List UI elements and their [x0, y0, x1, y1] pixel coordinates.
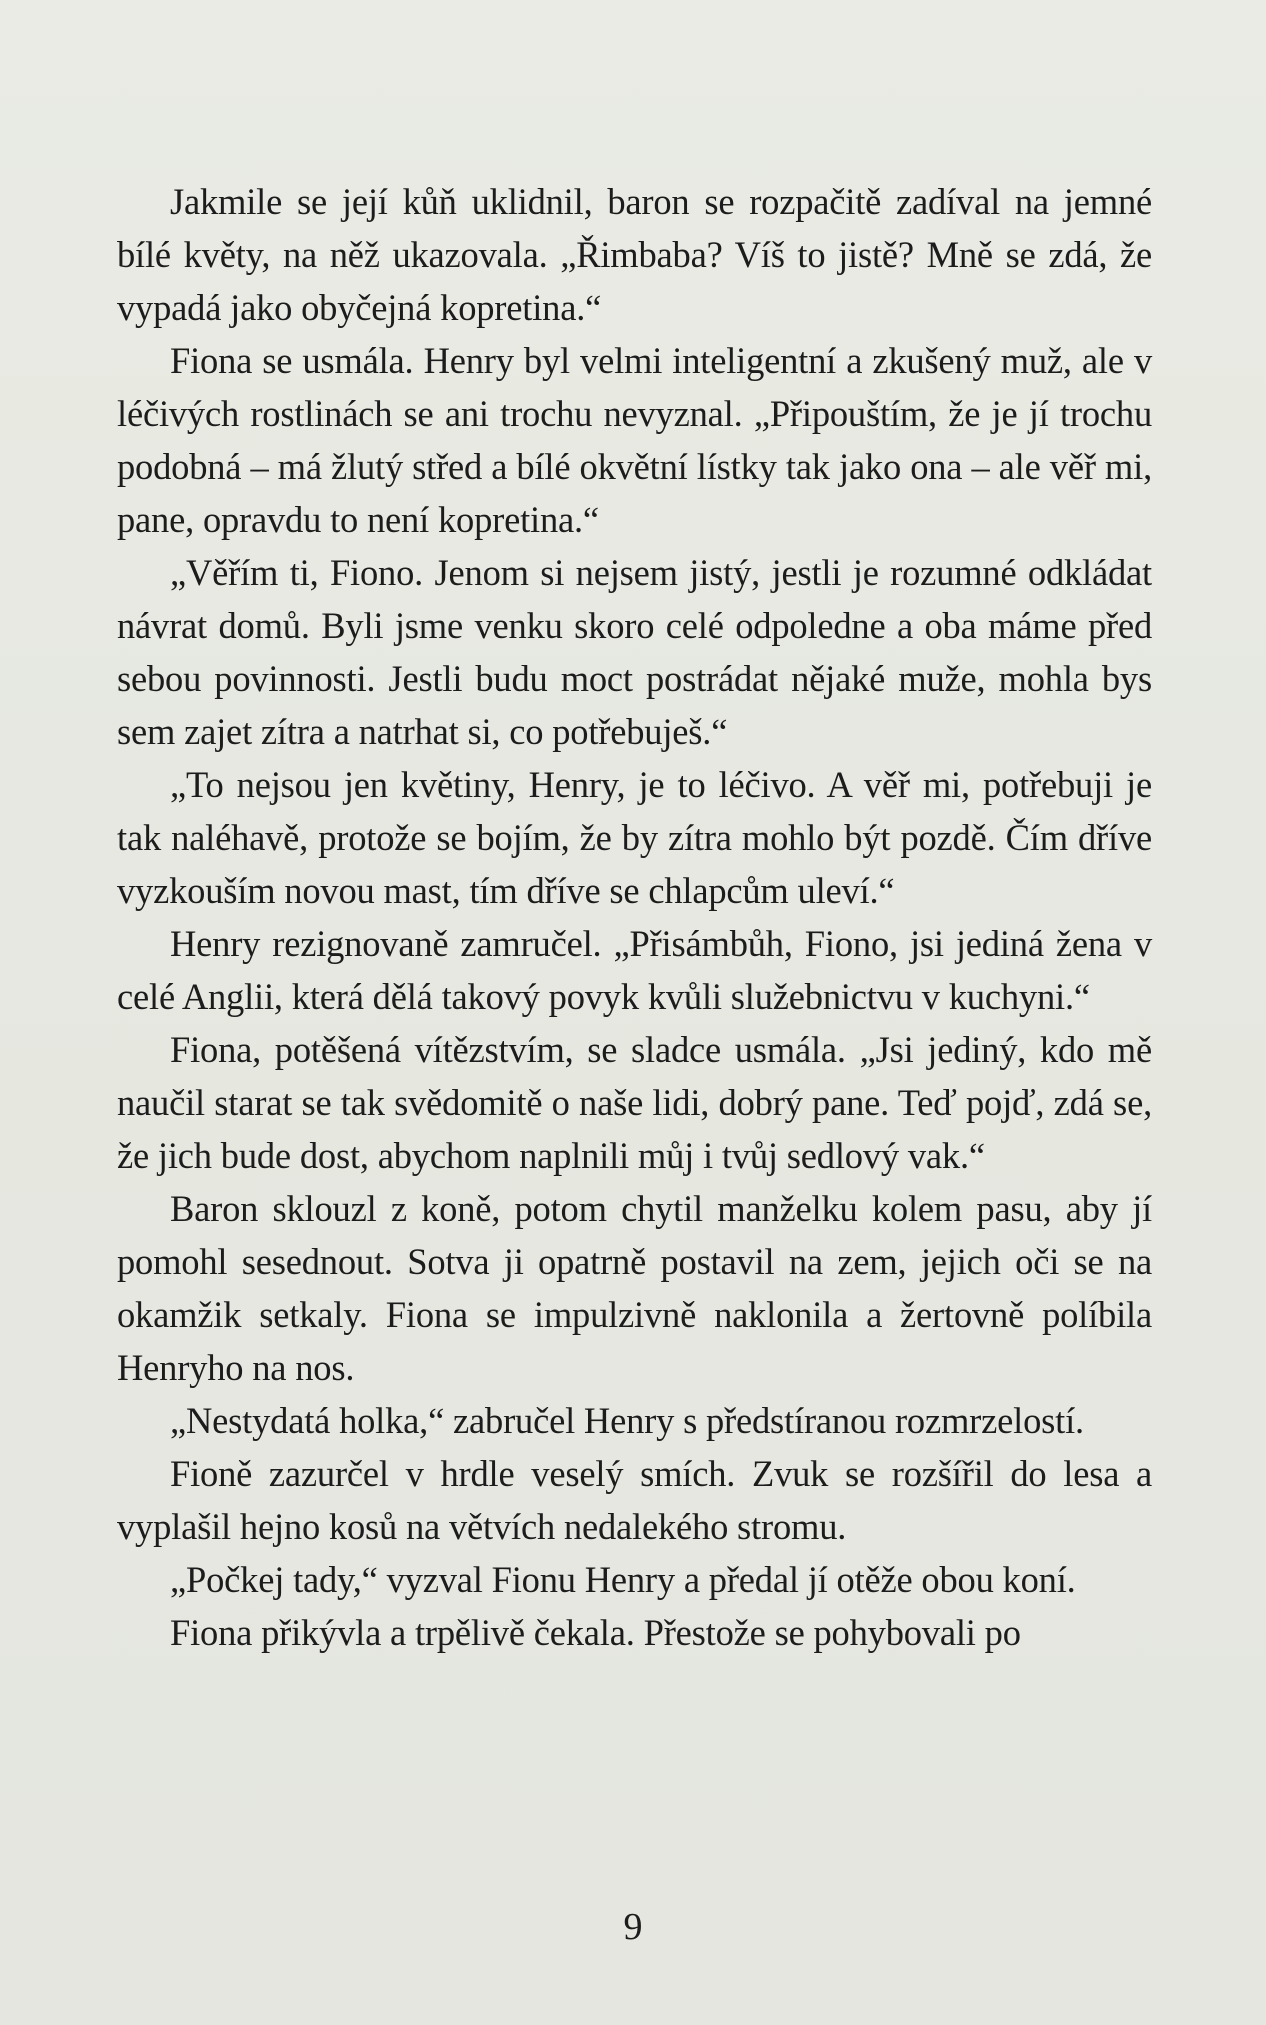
paragraph-9: Fioně zazurčel v hrdle veselý smích. Zvuk se rozšířil do lesa a vyplašil hejno kosů na větvích nedalekého stromu.: [117, 1453, 1152, 1547]
paragraph-8: „Nestydatá holka,“ zabručel Henry s předstíranou rozmrzelostí.: [170, 1400, 1084, 1441]
paragraph-4: „To nejsou jen květiny, Henry, je to léčivo. A věř mi, potřebuji je tak naléhavě, protože se bojím, že by zítra mohlo být pozdě. Čím dříve vyzkouším novou mast, tím dříve se chlapcům uleví.“: [117, 764, 1152, 911]
page-number: 9: [623, 1906, 643, 1948]
paragraph-11: Fiona přikývla a trpělivě čekala. Přestože se pohybovali po: [170, 1612, 1021, 1653]
paragraph-1: Jakmile se její kůň uklidnil, baron se rozpačitě zadíval na jemné bílé květy, na něž ukazovala. „Řimbaba? Víš to jistě? Mně se zdá, že vypadá jako obyčejná kopretina.“: [117, 181, 1152, 328]
paragraph-5: Henry rezignovaně zamručel. „Přisámbůh, Fiono, jsi jediná žena v celé Anglii, která dělá takový povyk kvůli služebnictvu v kuchyni.“: [117, 923, 1152, 1017]
paragraph-7: Baron sklouzl z koně, potom chytil manželku kolem pasu, aby jí pomohl sesednout. Sotva ji opatrně postavil na zem, jejich oči se na okamžik setkaly. Fiona se impulzivně naklonila a žertovně políbila Henryho na nos.: [117, 1188, 1152, 1388]
body-text: [117, 175, 1152, 1659]
paragraph-10: „Počkej tady,“ vyzval Fionu Henry a předal jí otěže obou koní.: [170, 1559, 1076, 1600]
paragraph-3: „Věřím ti, Fiono. Jenom si nejsem jistý, jestli je rozumné odkládat návrat domů. Byli jsme venku skoro celé odpoledne a oba máme před sebou povinnosti. Jestli budu moct postrádat nějaké muže, mohla bys sem zajet zítra a natrhat si, co potřebuješ.“: [117, 552, 1152, 752]
paragraph-6: Fiona, potěšená vítězstvím, se sladce usmála. „Jsi jediný, kdo mě naučil starat se tak svědomitě o naše lidi, dobrý pane. Teď pojď, zdá se, že jich bude dost, abychom naplnili můj i tvůj sedlový vak.“: [117, 1029, 1152, 1176]
paragraph-2: Fiona se usmála. Henry byl velmi inteligentní a zkušený muž, ale v léčivých rostlinách se ani trochu nevyznal. „Připouštím, že je jí trochu podobná – má žlutý střed a bílé okvětní lístky tak jako ona – ale věř mi, pane, opravdu to není kopretina.“: [117, 340, 1152, 540]
